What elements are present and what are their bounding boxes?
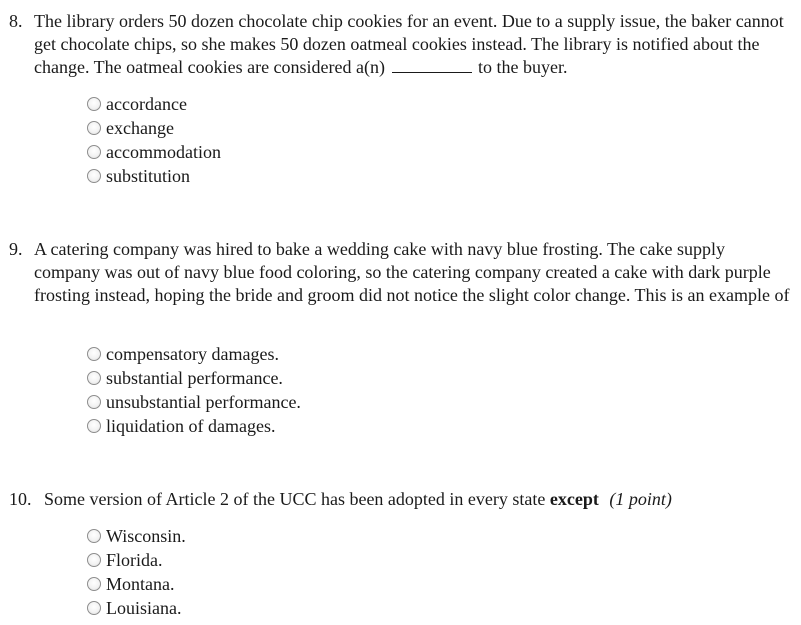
answer-option[interactable] <box>87 390 301 414</box>
option-label: Louisiana. <box>106 598 182 618</box>
question-prompt: Some version of Article 2 of the UCC has been adopted in every state <box>44 489 546 509</box>
answer-option[interactable] <box>87 524 186 548</box>
question-prompt: The library orders 50 dozen chocolate chip cookies for an event. Due to a supply issue, the baker cannot get chocolate chips, so she makes 50 dozen oatmeal cookies instead. The library is notified about the change. The oatmeal cookies are considered a(n) <box>34 11 784 77</box>
option-label: exchange <box>106 118 174 138</box>
option-label: substitution <box>106 166 191 186</box>
radio-button[interactable] <box>87 529 101 543</box>
option-label: Florida. <box>106 550 163 570</box>
option-label: compensatory damages. <box>106 344 279 364</box>
radio-button[interactable] <box>87 169 101 183</box>
option-label: accordance <box>106 94 187 114</box>
answer-option[interactable] <box>87 366 301 390</box>
radio-button[interactable] <box>87 601 101 615</box>
answer-option[interactable] <box>87 164 221 188</box>
question-number: 8. <box>9 11 23 31</box>
answer-blank <box>392 58 472 73</box>
option-label: Wisconsin. <box>106 526 186 546</box>
answer-option[interactable] <box>87 572 186 596</box>
radio-button[interactable] <box>87 553 101 567</box>
answer-options <box>87 342 301 438</box>
answer-option[interactable] <box>87 116 221 140</box>
answer-options <box>87 92 221 188</box>
answer-option[interactable] <box>87 92 221 116</box>
radio-button[interactable] <box>87 419 101 433</box>
radio-button[interactable] <box>87 371 101 385</box>
option-label: unsubstantial performance. <box>106 392 301 412</box>
answer-option[interactable] <box>87 140 221 164</box>
radio-button[interactable] <box>87 395 101 409</box>
radio-button[interactable] <box>87 97 101 111</box>
question-emphasis: except <box>549 489 599 509</box>
question-number: 9. <box>9 239 23 259</box>
question-number: 10. <box>9 489 32 509</box>
radio-button[interactable] <box>87 145 101 159</box>
answer-option[interactable] <box>87 414 301 438</box>
answer-option[interactable] <box>87 342 301 366</box>
radio-button[interactable] <box>87 121 101 135</box>
answer-option[interactable] <box>87 548 186 572</box>
question-text <box>44 488 784 511</box>
option-label: liquidation of damages. <box>106 416 276 436</box>
option-label: Montana. <box>106 574 175 594</box>
option-label: accommodation <box>106 142 221 162</box>
answer-option[interactable] <box>87 596 186 620</box>
question-prompt-end: to the buyer. <box>478 57 568 77</box>
option-label: substantial performance. <box>106 368 283 388</box>
question-prompt: A catering company was hired to bake a wedding cake with navy blue frosting. The cake supply company was out of navy blue food coloring, so the catering company created a cake with dark purple frosting instead, hoping the bride and groom did not notice the slight color change. This is an example of <box>34 239 790 305</box>
question-text <box>34 10 794 79</box>
radio-button[interactable] <box>87 347 101 361</box>
point-value: (1 point) <box>609 489 672 509</box>
question-text <box>34 238 794 307</box>
radio-button[interactable] <box>87 577 101 591</box>
answer-options <box>87 524 186 620</box>
